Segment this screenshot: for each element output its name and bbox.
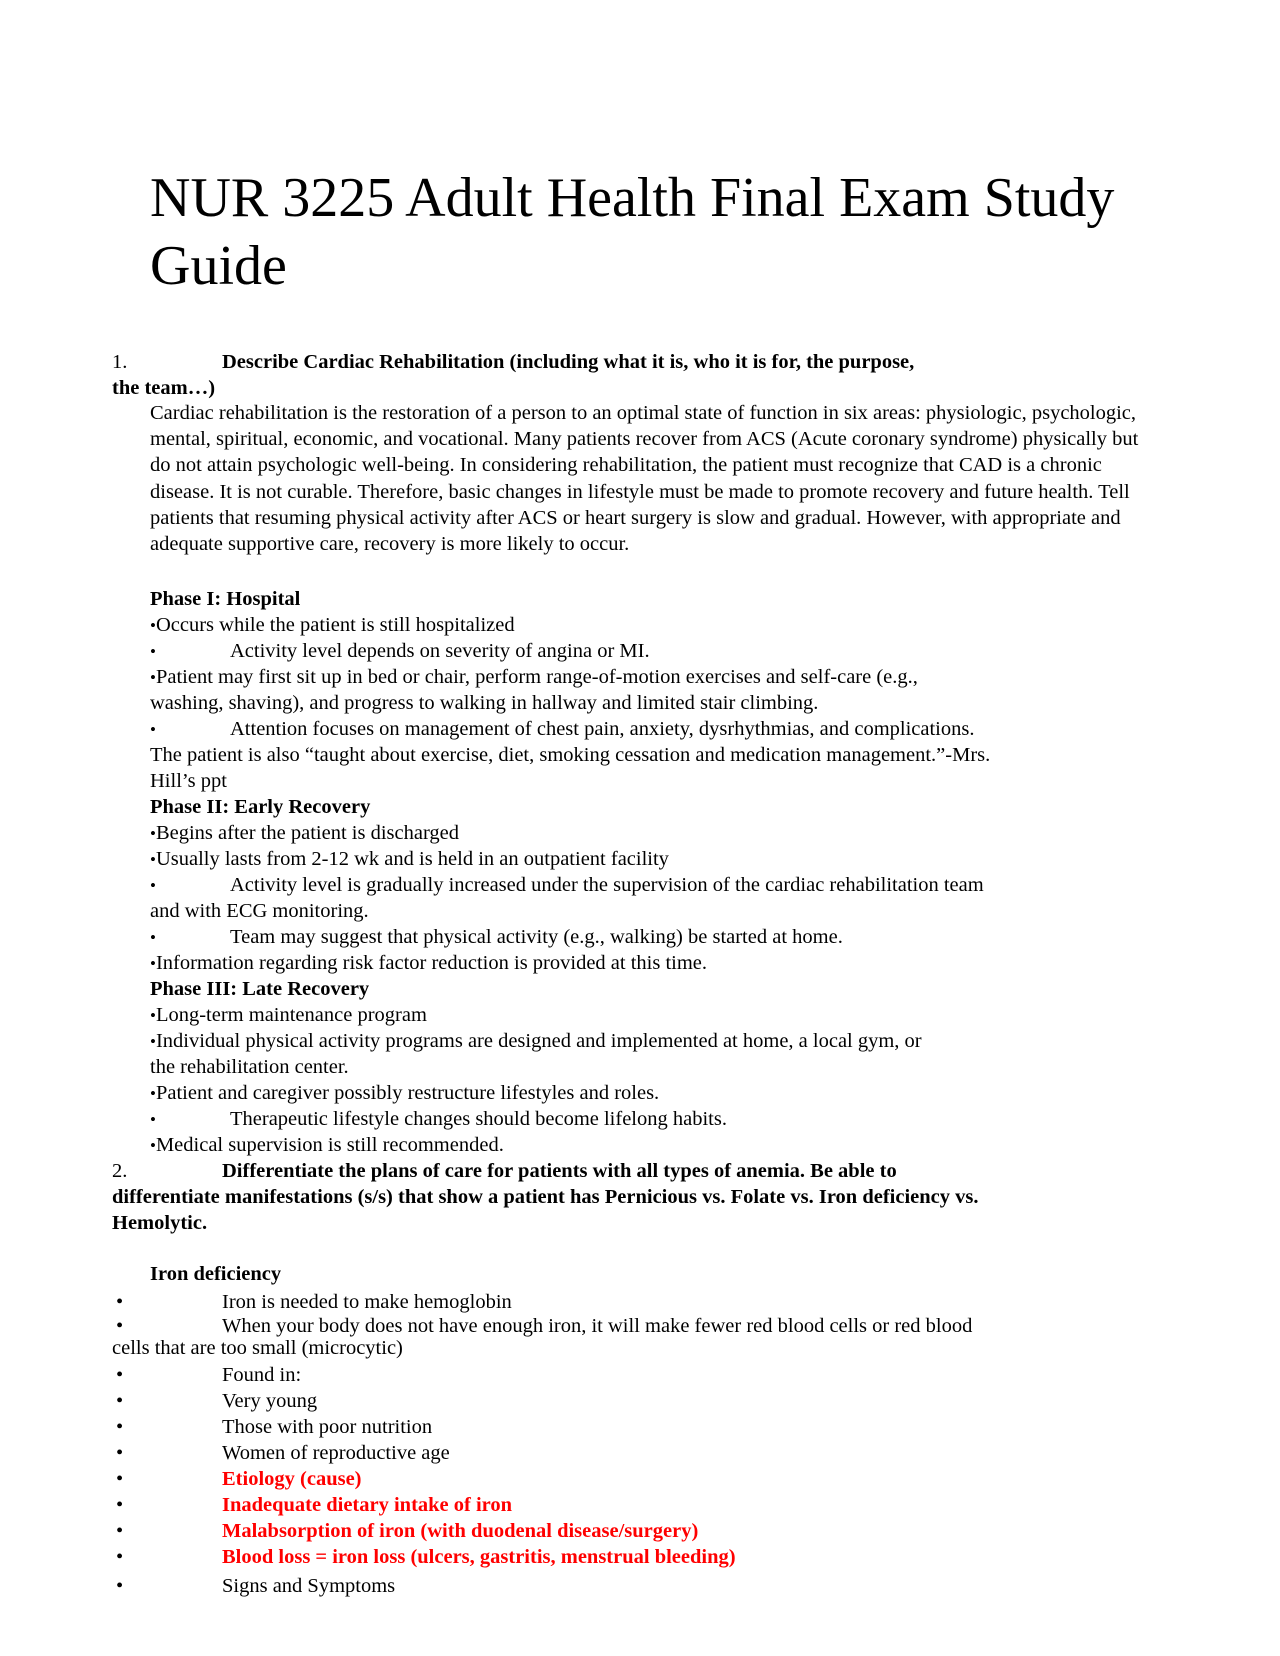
- bullet-icon: •: [150, 850, 156, 869]
- list-item: •Patient may first sit up in bed or chair, perform range-of-motion exercises and self-care (e.g.,: [150, 666, 918, 688]
- bullet-icon: •: [116, 1390, 124, 1412]
- bullet-icon: •: [150, 668, 156, 687]
- bullet-icon: •: [150, 720, 156, 739]
- phase1-heading: Phase I: Hospital: [150, 588, 301, 610]
- list-item-text: Women of reproductive age: [222, 1442, 450, 1464]
- page-title: NUR 3225 Adult Health Final Exam Study Guide: [150, 167, 1115, 297]
- list-item: •Individual physical activity programs are designed and implemented at home, a local gym, or: [150, 1030, 922, 1052]
- bullet-icon: •: [116, 1546, 124, 1568]
- list-item: •Begins after the patient is discharged: [150, 822, 459, 844]
- bullet-icon: •: [150, 1032, 156, 1051]
- iron-deficiency-heading: Iron deficiency: [150, 1263, 282, 1285]
- q2-number: 2.: [112, 1160, 128, 1182]
- list-item: •Information regarding risk factor reduction is provided at this time.: [150, 952, 708, 974]
- list-item: •Patient and caregiver possibly restructure lifestyles and roles.: [150, 1082, 660, 1104]
- list-item: •Occurs while the patient is still hospitalized: [150, 614, 515, 636]
- list-item: [150, 924, 156, 951]
- q1-number: 1.: [112, 351, 128, 373]
- bullet-icon: •: [150, 928, 156, 947]
- bullet-icon: •: [150, 954, 156, 973]
- list-item-text: the rehabilitation center.: [150, 1056, 349, 1078]
- bullet-icon: •: [150, 876, 156, 895]
- list-item-text: Attention focuses on management of chest pain, anxiety, dysrhythmias, and complications.: [230, 718, 975, 740]
- bullet-icon: •: [150, 1136, 156, 1155]
- bullet-icon: •: [116, 1494, 124, 1516]
- q2-heading-cont: Hemolytic.: [112, 1212, 208, 1234]
- list-item-text: Team may suggest that physical activity (e.g., walking) be started at home.: [230, 926, 843, 948]
- list-item-text: Very young: [222, 1390, 318, 1412]
- note-text: The patient is also “taught about exercise, diet, smoking cessation and medication management.”-Mrs.: [150, 744, 991, 766]
- phase3-heading: Phase III: Late Recovery: [150, 978, 370, 1000]
- list-item-text-highlight: Malabsorption of iron (with duodenal disease/surgery): [222, 1520, 699, 1542]
- list-item: [150, 1106, 156, 1133]
- bullet-icon: •: [150, 824, 156, 843]
- list-item-text: washing, shaving), and progress to walking in hallway and limited stair climbing.: [150, 692, 819, 714]
- list-item: [150, 716, 156, 743]
- list-item-text: Activity level depends on severity of angina or MI.: [230, 640, 650, 662]
- bullet-icon: •: [116, 1468, 124, 1490]
- bullet-icon: •: [150, 642, 156, 661]
- list-item-text-highlight: Blood loss = iron loss (ulcers, gastritis, menstrual bleeding): [222, 1546, 736, 1568]
- list-item-text: When your body does not have enough iron, it will make fewer red blood cells or red blood: [222, 1315, 973, 1337]
- phase2-heading: Phase II: Early Recovery: [150, 796, 371, 818]
- bullet-icon: •: [150, 1006, 156, 1025]
- q2-heading: Differentiate the plans of care for patients with all types of anemia. Be able to: [222, 1160, 897, 1182]
- bullet-icon: •: [116, 1315, 124, 1337]
- q1-intro-paragraph: Cardiac rehabilitation is the restoration of a person to an optimal state of function in six areas: physiologic, psychologic, mental, spiritual, economic, and vocational. Many patients recover from ACS (Acute coronary syndrome) physically but do not attain psychologic well-being. In considering rehabilitation, the patient must recognize that CAD is a chronic disease. It is not curable. Therefore, basic changes in lifestyle must be made to promote recovery and future health. Tell patients that resuming physical activity after ACS or heart surgery is slow and gradual. However, with appropriate and adequate supportive care, recovery is more likely to occur.: [150, 402, 1139, 556]
- list-item-text-highlight: Inadequate dietary intake of iron: [222, 1494, 513, 1516]
- bullet-icon: •: [150, 616, 156, 635]
- list-item: [150, 638, 156, 665]
- q1-heading-cont: the team…): [112, 377, 216, 399]
- note-text: Hill’s ppt: [150, 770, 227, 792]
- bullet-icon: •: [116, 1442, 124, 1464]
- bullet-icon: •: [150, 1084, 156, 1103]
- list-item-text: Those with poor nutrition: [222, 1416, 433, 1438]
- list-item-text: Signs and Symptoms: [222, 1575, 396, 1597]
- list-item-text: Therapeutic lifestyle changes should become lifelong habits.: [230, 1108, 727, 1130]
- list-item-text: and with ECG monitoring.: [150, 900, 369, 922]
- list-item: [150, 872, 156, 899]
- q2-heading-cont: differentiate manifestations (s/s) that show a patient has Pernicious vs. Folate vs. Iron deficiency vs.: [112, 1186, 979, 1208]
- list-item: •Long-term maintenance program: [150, 1004, 427, 1026]
- list-item: •Usually lasts from 2-12 wk and is held in an outpatient facility: [150, 848, 669, 870]
- list-item-text-highlight: Etiology (cause): [222, 1468, 362, 1490]
- list-item: •Medical supervision is still recommended.: [150, 1134, 504, 1156]
- bullet-icon: •: [150, 1110, 156, 1129]
- bullet-icon: •: [116, 1416, 124, 1438]
- bullet-icon: •: [116, 1575, 124, 1597]
- q1-heading: Describe Cardiac Rehabilitation (including what it is, who it is for, the purpose,: [222, 351, 915, 373]
- list-item-text: cells that are too small (microcytic): [112, 1337, 403, 1359]
- list-item-text: Iron is needed to make hemoglobin: [222, 1291, 512, 1313]
- bullet-icon: •: [116, 1291, 124, 1313]
- bullet-icon: •: [116, 1520, 124, 1542]
- list-item-text: Found in:: [222, 1364, 302, 1386]
- list-item-text: Activity level is gradually increased under the supervision of the cardiac rehabilitation team: [230, 874, 984, 896]
- bullet-icon: •: [116, 1364, 124, 1386]
